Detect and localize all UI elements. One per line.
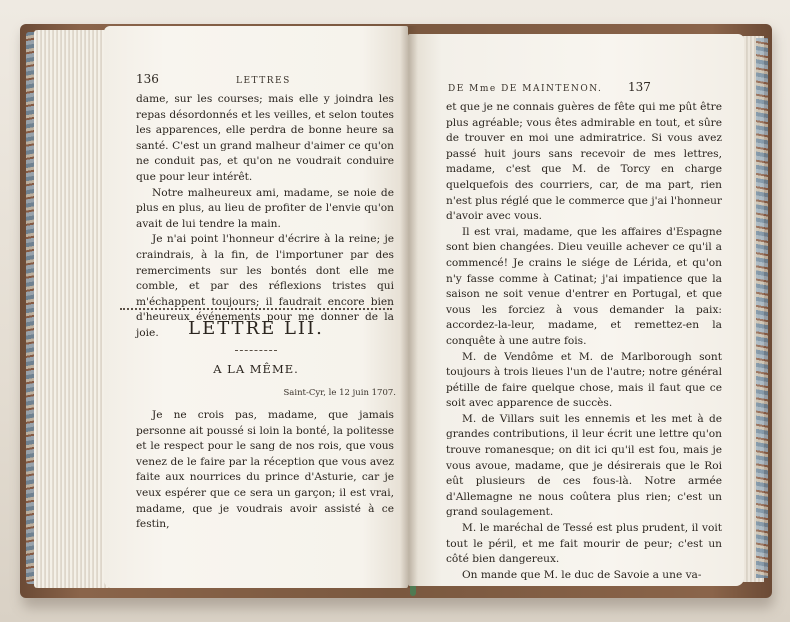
right-paragraph-3: M. de Vendôme et M. de Marlborough sont toujours à trois lieues l'un de l'autre; notre général pétille de faire quelque chose, mais il faut que ce soit avec apparence de succès. [446,350,722,410]
right-text [446,100,722,583]
bookmark-ribbon [410,586,416,596]
section-divider [120,308,392,310]
left-paragraph-3: Je n'ai point l'honneur d'écrire à la reine; je craindrais, à la fin, de l'importuner par des remerciments sur les bontés dont elle me comble, et par des réflexions tristes qui m'échappent toujours; il faudrait encore bien d'heureux événements pour me donner de la joie. [136,233,394,339]
marbled-edge-right [756,38,768,578]
book-gutter [400,26,418,588]
letter-body [136,408,394,533]
right-paragraph-4: M. de Villars suit les ennemis et les met à de grandes contributions, il leur écrit une lettre qu'on trouve romanesque; on dit ici qu'il est fou, mais je vous avoue, madame, que je désirerais que le Roi eût plusieurs de ces fous-là. Notre armée d'Allemagne ne nous coûtera plus rien; c'est un grand soulagement. [446,412,722,519]
title-rule [235,350,277,351]
left-top-text [136,92,394,342]
page-stack-left [34,30,112,588]
left-paragraph-1: dame, sur les courses; mais elle y joindra les repas désordonnés et les veilles, et selon toutes les apparences, elle perdra de bonne heure sa santé. C'est un grand malheur d'aimer ce qu'on ne conduit pas, et qu'on ne voudrait conduire que pour leur intérêt. [136,93,394,183]
left-paragraph-2: Notre malheureux ami, madame, se noie de plus en plus, au lieu de profiter de l'envie qu'on avait de lui tendre la main. [136,186,394,230]
right-page-number: 137 [628,80,651,94]
letter-addressee: A LA MÊME. [213,362,299,376]
right-paragraph-5: M. le maréchal de Tessé est plus prudent, il voit tout le péril, et me fait mourir de peur; c'est un côté bien dangereux. [446,522,722,566]
right-paragraph-2: Il est vrai, madame, que les affaires d'Espagne sont bien changées. Dieu veuille achever ce qu'il a commencé! Je crains le siége de Lérida, et qu'on n'y fasse comme à Catinat; j'ai impatience que la saison ne soit venue d'entrer en Portugal, et que vous les forciez à vous demander la paix: accordez-la-leur, madame, et remettez-en la conquête à une autre fois. [446,225,722,347]
left-running-head: LETTRES [236,76,291,86]
right-paragraph-6: On mande que M. le duc de Savoie a une va- [462,568,702,581]
right-running-head: DE Mme DE MAINTENON. [448,84,603,94]
letter-body-paragraph: Je ne crois pas, madame, que jamais personne ait poussé si loin la bonté, la politesse et le respect pour le sang de nos rois, que vous venez de le faire par la réception que vous avez faite aux nourrices du prince d'Asturie, car je veux espérer que ce sera un garçon; il est vrai, madame, que je voudrais avoir assisté à ce festin, [136,409,394,531]
letter-dateline: Saint-Cyr, le 12 juin 1707. [283,388,396,398]
left-page-number: 136 [136,72,159,86]
letter-title: LETTRE LII. [188,318,324,339]
right-paragraph-1: et que je ne connais guères de fête qui me pût être plus agréable; vous êtes admirable en tout, et sûre de trouver en moi une admiratrice. Si vous avez passé huit jours sans recevoir de mes lettres, madame, c'est que M. de Torcy en charge quelquefois des courriers, car, de ma part, rien n'est plus réglé que le commerce que j'ai l'honneur d'avoir avec vous. [446,101,722,223]
